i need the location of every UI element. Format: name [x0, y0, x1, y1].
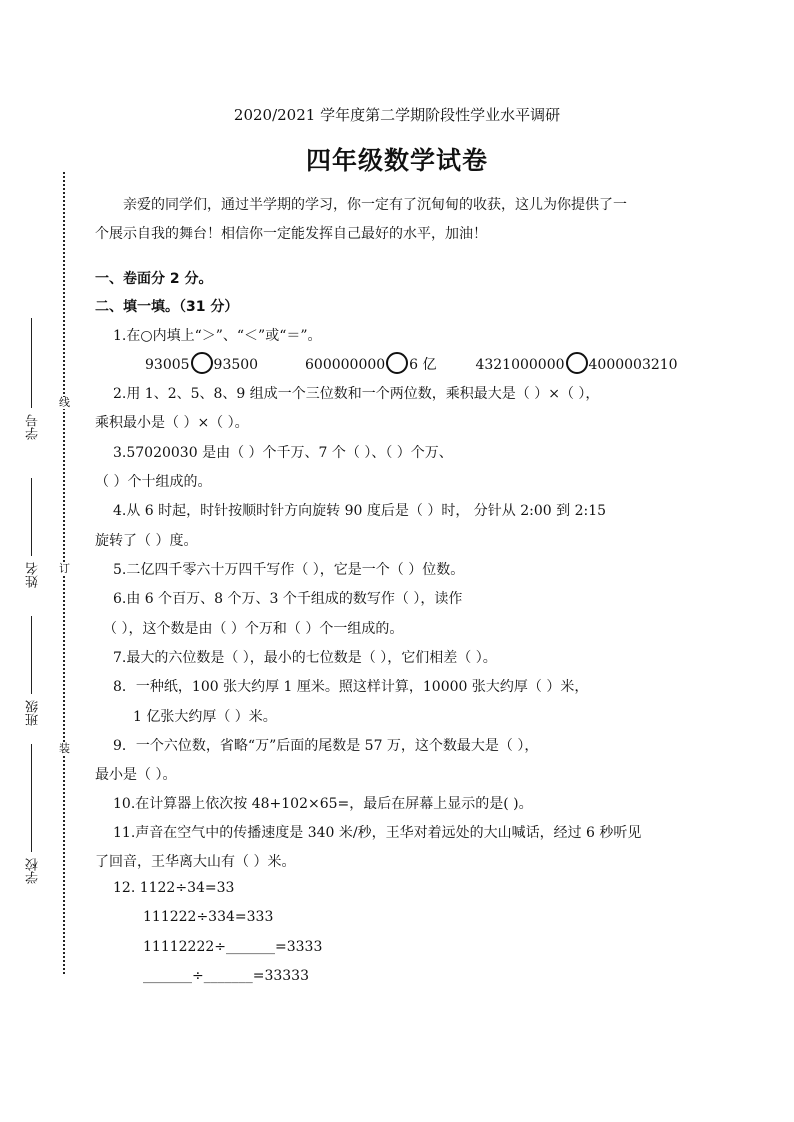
q1-item-2-right: 6 亿	[409, 357, 437, 373]
q2-line-1: 2.用 1、2、5、8、9 组成一个三位数和一个两位数，乘积最大是（ ）×（ ），	[113, 386, 600, 402]
q1-item-1-left: 93005	[145, 357, 190, 373]
exam-title: 四年级数学试卷	[305, 146, 488, 175]
q12-line-4: _______÷_______=33333	[143, 968, 309, 984]
student-number-blank[interactable]	[31, 318, 32, 408]
student-name-label: 姓名	[26, 562, 41, 588]
q5-line: 5.二亿四千零六十万四千写作（ ），它是一个（ ）位数。	[113, 562, 465, 578]
school-field[interactable]	[24, 744, 44, 884]
binding-mark-bind: 装	[59, 742, 70, 755]
q7-line: 7.最大的六位数是（ ），最小的七位数是（ ），它们相差（ ）。	[113, 650, 497, 666]
q3-line-2: （ ）个十组成的。	[95, 474, 212, 490]
q11-line-2: 了回音，王华离大山有（ ）米。	[95, 854, 296, 870]
section-2-heading: 二、填一填。（31 分）	[95, 299, 239, 315]
q8-line-1: 8．一种纸，100 张大约厚 1 厘米。照这样计算，10000 张大约厚（ ）米，	[113, 679, 589, 695]
q8-line-2: 1 亿张大约厚（ ）米。	[133, 709, 277, 725]
q1-item-2-left: 600000000	[305, 357, 386, 373]
q10-line: 10.在计算器上依次按 48+102×65=，最后在屏幕上显示的是( )。	[113, 796, 533, 812]
student-number-label: 学号	[26, 414, 41, 440]
q12-line-3: 11112222÷_______=3333	[143, 939, 323, 955]
q1-item-3-right: 4000003210	[588, 357, 678, 373]
q2-line-2: 乘积最小是（ ）×（ ）。	[95, 415, 249, 431]
student-name-field[interactable]	[24, 478, 44, 588]
q1-item-3-circle[interactable]	[566, 352, 588, 374]
q6-line-2: （ ），这个数是由（ ）个万和（ ）个一组成的。	[103, 621, 404, 637]
q4-line-1: 4.从 6 时起，时针按顺时针方向旋转 90 度后是（ ）时， 分针从 2:00 到 2:15	[113, 503, 607, 519]
school-blank[interactable]	[31, 744, 32, 852]
q11-line-1: 11.声音在空气中的传播速度是 340 米/秒，王华对着远处的大山喊话，经过 6 秒听见	[113, 825, 642, 841]
q4-line-2: 旋转了（ ）度。	[95, 533, 198, 549]
q9-line-2: 最小是（ ）。	[95, 767, 177, 783]
intro-line-2: 个展示自我的舞台！相信你一定能发挥自己最好的水平，加油！	[95, 226, 487, 242]
section-1-heading: 一、卷面分 2 分。	[95, 271, 213, 287]
q1-text: 1.在○内填上“＞”、“＜”或“＝”。	[113, 328, 322, 344]
intro-line-1: 亲爱的同学们，通过半学期的学习，你一定有了沉甸甸的收获，这儿为你提供了一	[123, 197, 627, 213]
student-number-field[interactable]	[24, 318, 44, 443]
q9-line-1: 9．一个六位数，省略“万”后面的尾数是 57 万，这个数最大是（ ），	[113, 738, 539, 754]
class-label: 班级	[26, 700, 41, 726]
q6-line-1: 6.由 6 个百万、8 个万、3 个千组成的数写作（ ），读作	[113, 591, 463, 607]
q1-item-1-right: 93500	[213, 357, 259, 373]
class-blank[interactable]	[31, 616, 32, 694]
exam-subtitle: 2020/2021 学年度第二学期阶段性学业水平调研	[233, 106, 561, 124]
q1-item-3-left: 4321000000	[475, 357, 565, 373]
q12-line-1: 12. 1122÷34=33	[113, 880, 235, 896]
class-field[interactable]	[24, 616, 44, 728]
q1-item-2-circle[interactable]	[386, 352, 408, 374]
q12-line-2: 111222÷334=333	[143, 909, 274, 925]
student-name-blank[interactable]	[31, 478, 32, 556]
binding-mark-staple: 订	[59, 562, 70, 575]
q1-comparisons	[145, 352, 678, 374]
school-label: 学校	[26, 858, 41, 884]
q3-line-1: 3.57020030 是由（ ）个千万、7 个（ ）、（ ）个万、	[113, 445, 453, 461]
binding-mark-line: 线	[59, 396, 70, 409]
q1-item-1-circle[interactable]	[191, 352, 213, 374]
